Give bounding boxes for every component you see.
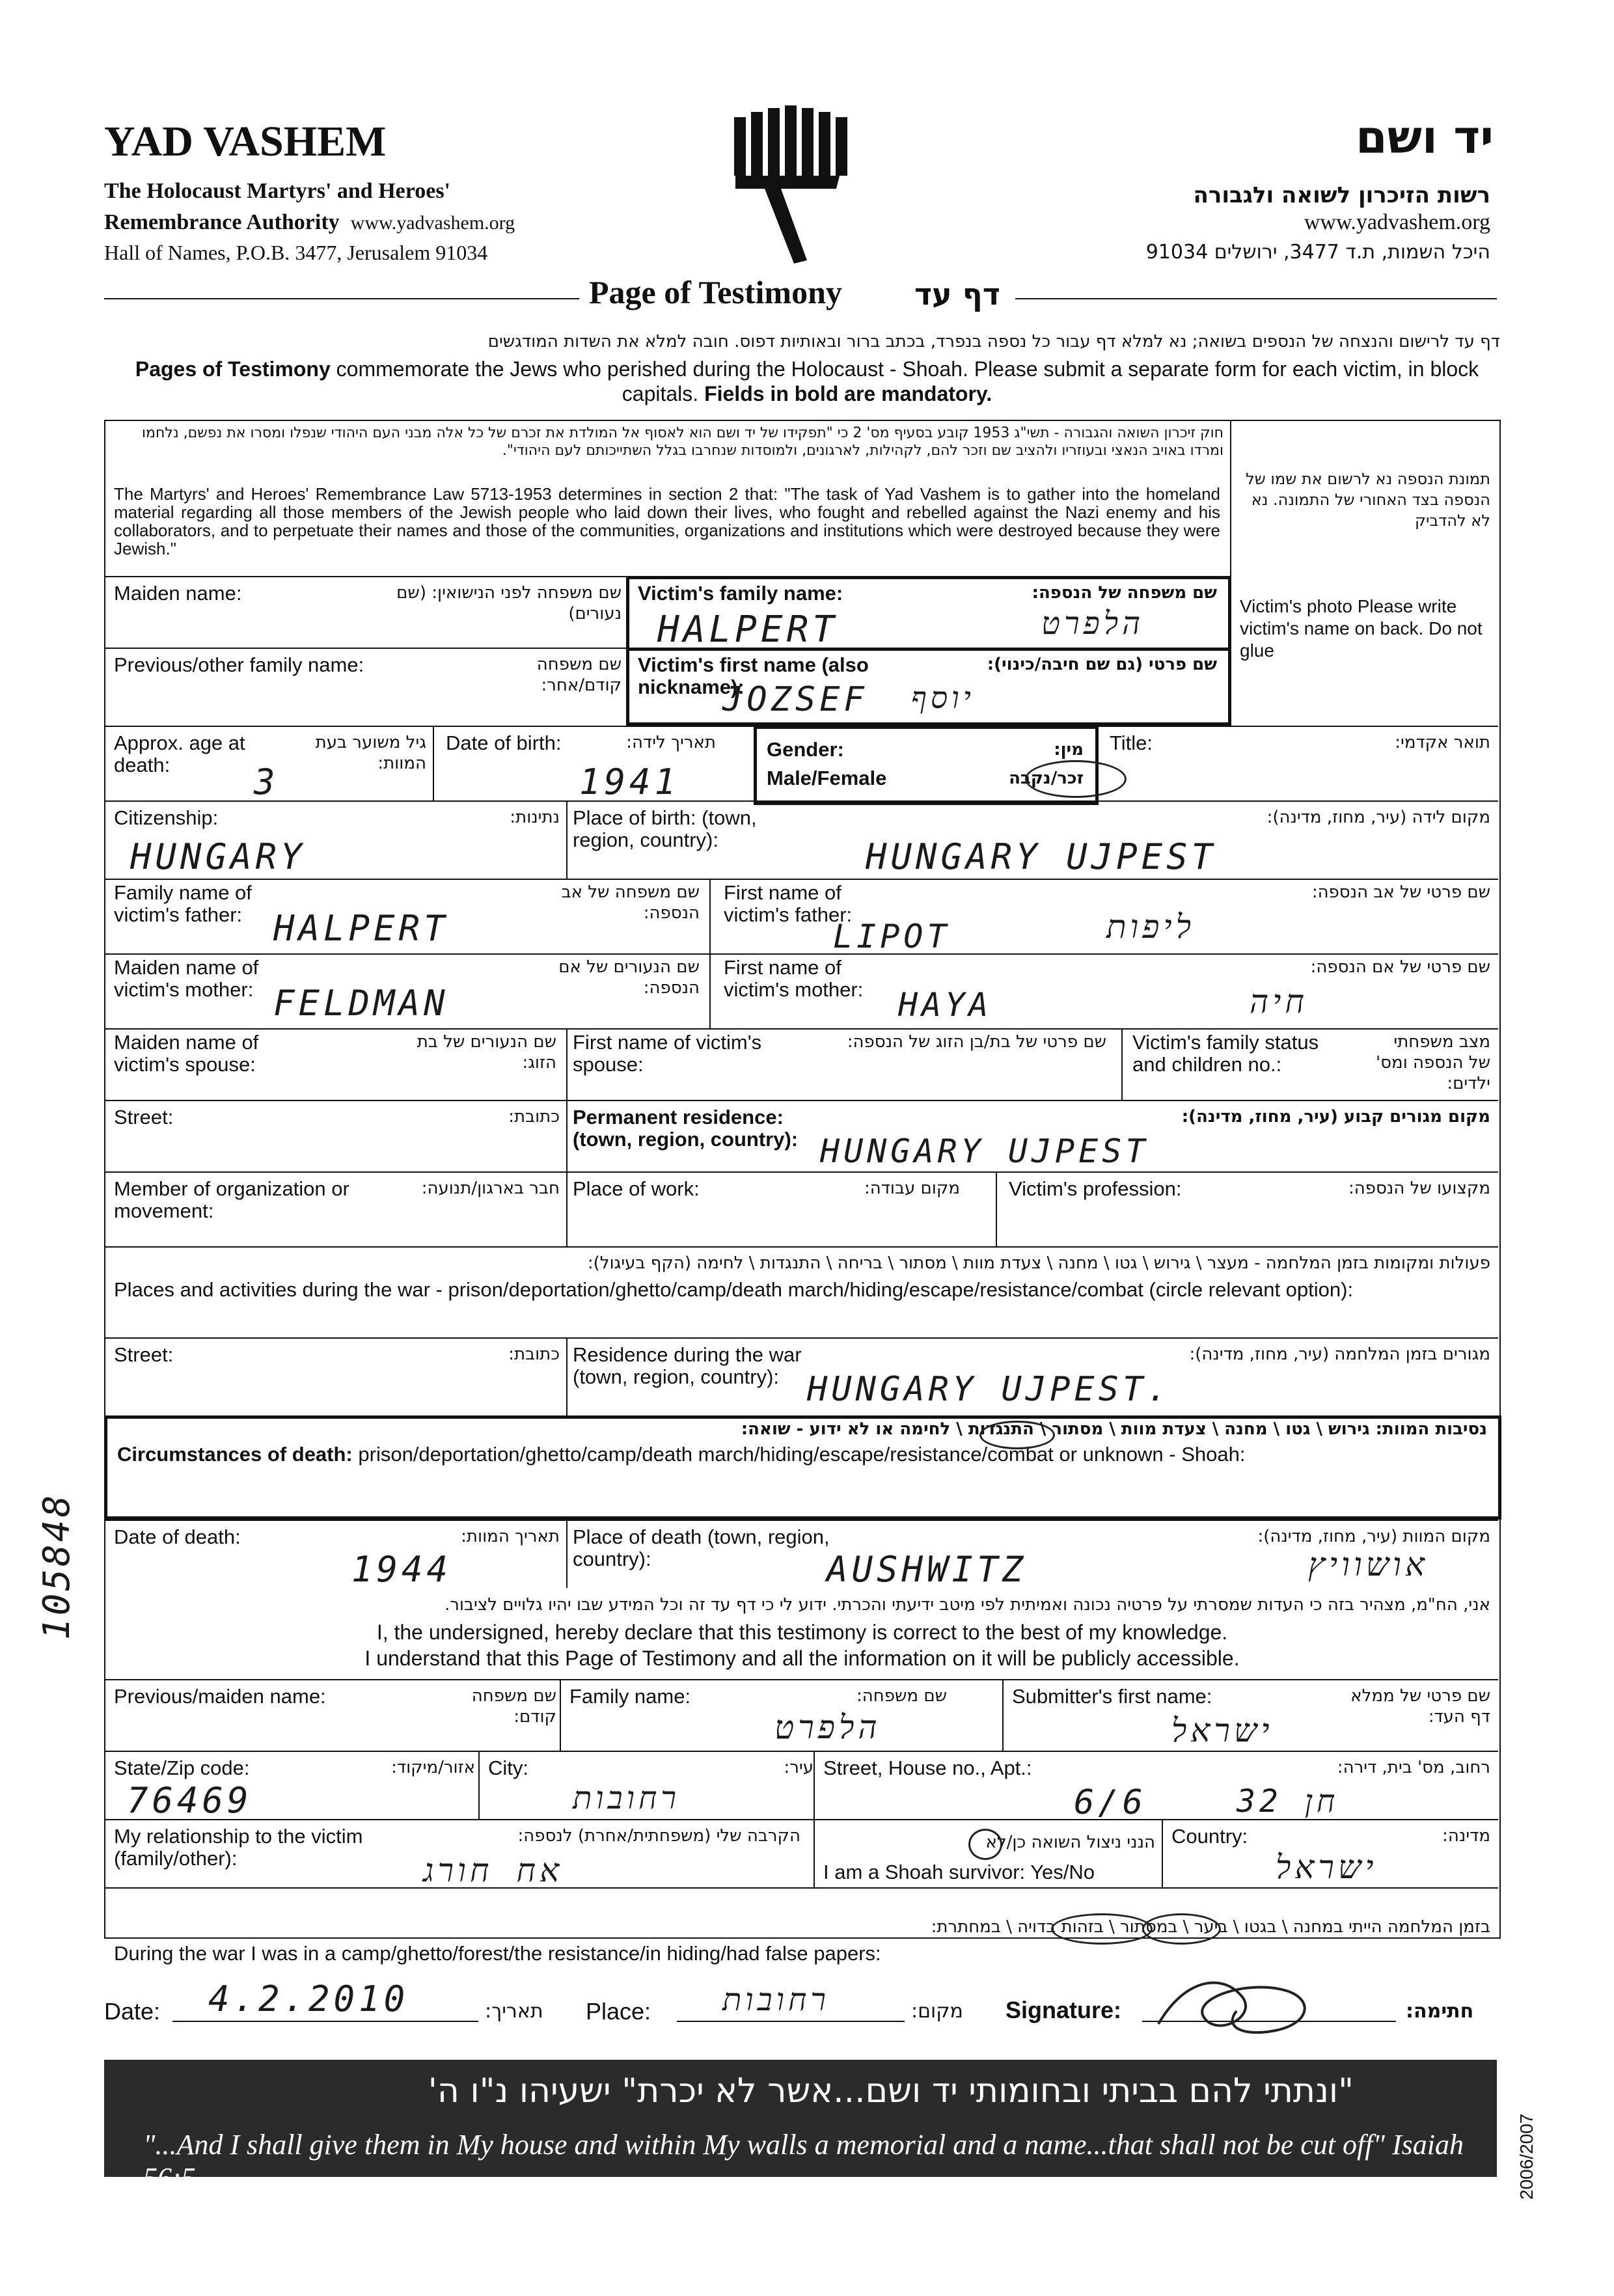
father-first-value[interactable]: LIPOT — [833, 918, 951, 955]
quote-he: "ונתתי להם בביתי ובחומותי יד ושם...אשר לא יכרת" ישעיהו נ"ו ה' — [428, 2071, 1354, 2111]
circumstances-label-he: נסיבות המוות: גירוש \ גטו \ מחנה \ צעדת מוות \ מסתור \ התנגדות \ לחימה או לא ידוע - שואה: — [741, 1419, 1487, 1439]
residence-value[interactable]: HUNGARY UJPEST — [820, 1132, 1149, 1170]
title-rule-right — [1015, 298, 1497, 299]
row-rule — [104, 800, 1498, 802]
family-status-label: Victim's family status and children no.: — [1132, 1031, 1319, 1076]
mother-maiden-label: Maiden name of victim's mother: — [114, 956, 259, 1001]
col-rule — [560, 1679, 561, 1751]
col-rule — [814, 1751, 815, 1819]
survivor-label-he: הנני ניצול השואה כן/לא — [985, 1833, 1155, 1852]
authority-label: Remembrance Authority — [104, 210, 340, 234]
row-rule — [104, 1246, 1498, 1248]
war-street-label: Street: — [114, 1343, 174, 1366]
place-value[interactable]: רחובות — [722, 1982, 830, 2018]
previous-family-label: Previous/other family name: — [114, 653, 364, 676]
mother-maiden-value[interactable]: FELDMAN — [273, 983, 449, 1024]
member-org-label: Member of organization or movement: — [114, 1177, 349, 1222]
row-rule — [104, 879, 1498, 880]
zip-label: State/Zip code: — [114, 1756, 250, 1779]
street-label: Street: — [114, 1106, 174, 1128]
title-rule-left — [104, 298, 579, 299]
previous-family-label-he: שם משפחה קודם/אחר: — [536, 655, 622, 695]
signature-mark[interactable] — [1145, 1965, 1341, 2050]
declaration-en-1: I, the undersigned, hereby declare that this testimony is correct to the best of my knowledge. — [376, 1620, 1228, 1644]
residence-label: Permanent residence: (town, region, country): — [573, 1106, 799, 1151]
dod-value[interactable]: 1944 — [351, 1549, 452, 1590]
submitter-first-label-he: שם פרטי של ממלא דף העד: — [1350, 1686, 1490, 1727]
col-rule — [566, 800, 568, 879]
place-line — [677, 2021, 905, 2022]
profession-label: Victim's profession: — [1009, 1177, 1182, 1200]
intro-mandatory: Fields in bold are mandatory. — [704, 382, 992, 405]
address-en: Hall of Names, P.O.B. 3477, Jerusalem 91034 — [104, 241, 488, 264]
war-residence-label: Residence during the war (town, region, country): — [573, 1343, 802, 1388]
spouse-first-label-he: שם פרטי של בת/בן הזוג של הנספה: — [847, 1032, 1106, 1052]
during-war-ghetto-circle[interactable] — [1142, 1913, 1221, 1945]
col-rule — [1121, 1028, 1123, 1100]
org-subtitle-2 — [104, 210, 515, 235]
form-title-he: דף עד — [914, 277, 1000, 312]
org-subtitle-1: The Holocaust Martyrs' and Heroes' — [104, 179, 450, 203]
col-rule — [566, 1100, 568, 1171]
photo-area[interactable] — [1240, 514, 1487, 579]
col-rule — [566, 1028, 568, 1100]
submitter-prev-label-he: שם משפחה קודם: — [471, 1686, 556, 1727]
row-rule — [104, 1337, 1498, 1339]
website-en: www.yadvashem.org — [350, 212, 515, 234]
relationship-label: My relationship to the victim (family/other): — [114, 1825, 363, 1870]
circumstances-camp-circle[interactable] — [979, 1421, 1055, 1449]
year-code: 2006/2007 — [1516, 2113, 1537, 2200]
col-rule — [814, 1819, 815, 1887]
declaration-en-2: I understand that this Page of Testimony and all the information on it will be publicly accessible. — [364, 1647, 1240, 1670]
country-label: Country: — [1171, 1825, 1248, 1848]
zip-label-he: אזור/מיקוד: — [391, 1758, 475, 1777]
father-first-value-he[interactable]: ליפות — [1106, 908, 1195, 946]
intro-en-text: commemorate the Jews who perished during the Holocaust - Shoah. Please submit a separate form for each victim, in block capitals. — [330, 357, 1479, 405]
maiden-name-label-he: שם משפחה לפני הנישואין: (שם נעורים) — [396, 583, 622, 623]
law-text-en: The Martyrs' and Heroes' Remembrance Law 5713-1953 determines in section 2 that: "The task of Yad Vashem is to gather into the homeland material regarding all those members of the Jewish people who laid down their lives, who fought and rebelled against the Nazi enemy and his collaborators, and to perpetuate their names and those of the communities, organizations and institutions which were destroyed because they were Jewish." — [114, 484, 1220, 558]
intro-he: דף עד לרישום והנצחה של הנספים בשואה; נא למלא דף עבור כל נספה בנפרד, בכתב ברור ובאותיות דפוס. חובה למלא את השדות המודגשים — [487, 332, 1500, 351]
age-label: Approx. age at death: — [114, 731, 245, 776]
col-rule — [566, 1520, 568, 1588]
col-rule — [566, 1337, 568, 1415]
row-rule — [104, 1887, 1498, 1889]
col-rule — [709, 879, 711, 953]
submitter-street-label: Street, House no., Apt.: — [823, 1756, 1032, 1779]
country-value[interactable]: ישראל — [1276, 1848, 1378, 1886]
row-rule — [104, 1679, 1498, 1680]
father-family-label-he: שם משפחה של אב הנספה: — [561, 882, 700, 923]
birthplace-label-he: מקום לידה (עיר, מחוז, מדינה): — [1266, 808, 1490, 827]
father-family-value[interactable]: HALPERT — [273, 908, 449, 949]
dob-value[interactable]: 1941 — [579, 761, 680, 802]
war-street-label-he: כתובת: — [508, 1345, 560, 1364]
gender-male-circle[interactable] — [1025, 760, 1127, 798]
spouse-maiden-label-he: שם הנעורים של בת הזוג: — [417, 1032, 556, 1073]
submitter-street-value-he[interactable]: חן 32 — [1237, 1783, 1339, 1820]
spouse-first-label: First name of victim's spouse: — [573, 1031, 762, 1076]
mother-first-label-he: שם פרטי של אם הנספה: — [1310, 957, 1490, 977]
side-number: 105848 — [36, 1492, 78, 1640]
row-rule — [104, 1171, 1498, 1173]
org-name-en: YAD VASHEM — [104, 118, 387, 165]
circumstances-label — [117, 1443, 1490, 1466]
gender-label: Gender: Male/Female — [767, 738, 887, 789]
war-residence-label-he: מגורים בזמן המלחמה (עיר, מחוז, מדינה): — [1189, 1345, 1490, 1364]
date-line — [172, 2021, 478, 2022]
submitter-street-value[interactable]: 6/6 — [1074, 1783, 1147, 1822]
war-places-label: Places and activities during the war - prison/deportation/ghetto/camp/death march/hiding/escape/resistance/combat (circle relevant option): — [114, 1278, 1354, 1301]
father-first-label: First name of victim's father: — [724, 881, 853, 926]
city-label: City: — [488, 1756, 528, 1779]
mother-first-value-he[interactable]: חיה — [1250, 983, 1308, 1020]
city-label-he: עיר: — [784, 1758, 814, 1777]
title-label: Title: — [1110, 731, 1153, 754]
date-value[interactable]: 4.2.2010 — [208, 1978, 409, 2019]
birthplace-value[interactable]: HUNGARY UJPEST — [866, 836, 1217, 877]
submitter-family-label: Family name: — [569, 1685, 691, 1708]
family-name-label-he: שם משפחה של הנספה: — [1032, 583, 1217, 603]
submitter-street-label-he: רחוב, מס' בית, דירה: — [1337, 1758, 1490, 1777]
dob-label: Date of birth: — [446, 731, 562, 754]
submitter-prev-label: Previous/maiden name: — [114, 1685, 326, 1708]
date-label: Date: — [104, 1998, 161, 2025]
row-rule — [104, 953, 1498, 955]
street-label-he: כתובת: — [508, 1107, 560, 1127]
col-rule — [996, 1171, 997, 1246]
work-place-label-he: מקום עבודה: — [864, 1179, 960, 1198]
first-name-label-he: שם פרטי (גם שם חיבה/כינוי): — [987, 655, 1217, 674]
death-place-label: Place of death (town, region, country): — [573, 1525, 830, 1570]
col-rule — [709, 953, 711, 1028]
website-he: www.yadvashem.org — [1304, 210, 1490, 234]
quote-en: "...And I shall give them in My house and within My walls a memorial and a name...that shall not be cut off" Isaiah 56:5 — [143, 2129, 1464, 2194]
relationship-value[interactable]: אח חורג — [423, 1852, 564, 1889]
row-rule — [104, 1819, 1498, 1820]
row-rule — [104, 1028, 1498, 1030]
citizenship-label-he: נתינות: — [510, 808, 560, 827]
zip-value[interactable]: 76469 — [127, 1780, 253, 1821]
war-residence-value[interactable]: HUNGARY UJPEST. — [807, 1370, 1171, 1409]
photo-note-en: Victim's photo Please write victim's name on back. Do not glue — [1240, 596, 1483, 661]
death-place-value[interactable]: AUSHWITZ — [827, 1549, 1028, 1590]
profession-label-he: מקצועו של הנספה: — [1348, 1179, 1490, 1198]
submitter-first-value[interactable]: ישראל — [1171, 1712, 1274, 1749]
maiden-name-label: Maiden name: — [114, 582, 242, 605]
during-war-hiding-circle[interactable] — [1051, 1913, 1153, 1945]
place-label-he: מקום: — [911, 2000, 963, 2023]
dob-label-he: תאריך לידה: — [626, 733, 716, 752]
dod-label: Date of death: — [114, 1525, 241, 1548]
col-rule — [1162, 1819, 1163, 1887]
mother-maiden-label-he: שם הנעורים של אם הנספה: — [558, 957, 700, 998]
citizenship-value[interactable]: HUNGARY — [130, 836, 306, 877]
date-label-he: תאריך: — [485, 2000, 543, 2023]
during-war-label: During the war I was in a camp/ghetto/forest/the resistance/in hiding/had false papers: — [114, 1942, 881, 1965]
declaration-he: אני, הח"מ, מצהיר בזה כי העדות שמסרתי על פרטיה נכונה ואמיתית לפי מיטב ידיעתי והכרתי. ידוע לי כי דף עד זה וכל המידע שבו יהיו גלויים לציבור. — [444, 1595, 1490, 1615]
row-rule — [104, 1751, 1498, 1752]
survivor-label: I am a Shoah survivor: Yes/No — [823, 1861, 1095, 1883]
father-first-label-he: שם פרטי של אב הנספה: — [1311, 882, 1490, 902]
death-place-value-he[interactable]: אושוויץ — [1308, 1546, 1429, 1583]
citizenship-label: Citizenship: — [114, 806, 219, 829]
dod-label-he: תאריך המוות: — [461, 1527, 560, 1546]
law-text-he: חוק זיכרון השואה והגבורה - תשי"ג 1953 קובע בסעיף מס' 2 כי "תפקידו של יד ושם הוא לאסוף אל המולדת את זכרם של כל אלה מבני העם היהודי שנפלו ומסרו את נפשם, נלחמו ומרדו באויב הנאצי ובעוזריו ולהציב שם וזכר להם, לקהילות, לארגונים, ולמוסדות שנחרבו בגלל השתייכותם לעם היהודי". — [142, 425, 1224, 459]
relationship-label-he: הקרבה שלי (משפחתית/אחרת) לנספה: — [517, 1826, 800, 1846]
mother-first-label: First name of victim's mother: — [724, 956, 864, 1001]
intro-en-bold: Pages of Testimony — [135, 357, 331, 381]
intro-en — [114, 357, 1500, 406]
signature-label: Signature: — [1005, 1997, 1122, 2023]
age-value[interactable]: 3 — [254, 761, 279, 802]
city-value[interactable]: רחובות — [573, 1780, 680, 1816]
col-rule — [566, 1171, 568, 1246]
first-name-label: Victim's first name (also nickname): — [638, 653, 869, 698]
photo-note-he: תמונת הנספה נא לרשום את שמו של הנספה בצד האחורי של התמונה. נא לא להדביק — [1246, 470, 1490, 530]
first-name-value-he[interactable]: יוסף — [911, 680, 975, 715]
submitter-family-label-he: שם משפחה: — [856, 1686, 947, 1706]
form-title-en: Page of Testimony — [589, 274, 842, 310]
signature-label-he: חתימה: — [1406, 2000, 1474, 2023]
circumstances-options: prison/deportation/ghetto/camp/death march/hiding/escape/resistance/combat or unknown - Shoah: — [352, 1443, 1246, 1466]
age-label-he: גיל משוער בעת המוות: — [315, 733, 426, 773]
address-he: היכל השמות, ת.ד 3477, ירושלים 91034 — [1145, 241, 1490, 264]
submitter-family-value[interactable]: הלפרט — [774, 1708, 881, 1746]
yad-vashem-logo — [722, 98, 853, 267]
residence-label-he: מקום מגורים קבוע (עיר, מחוז, מדינה): — [1181, 1107, 1490, 1127]
mother-first-value[interactable]: HAYA — [898, 986, 992, 1024]
row-rule — [104, 648, 626, 649]
row-rule — [104, 1100, 1498, 1101]
gender-label-he: מין: זכר/נקבה — [1009, 740, 1084, 788]
survivor-answer-circle[interactable] — [968, 1829, 1002, 1860]
quote-banner — [104, 2060, 1497, 2194]
during-war-label-he: בזמן המלחמה הייתי במחנה \ בגטו \ ביער \ במסתור \ בזהות בדויה \ במחתרת: — [931, 1917, 1490, 1937]
father-family-label: Family name of victim's father: — [114, 881, 252, 926]
title-label-he: תואר אקדמי: — [1395, 733, 1490, 752]
war-places-label-he: פעולות ומקומות בזמן המלחמה - מעצר \ גירוש \ גטו \ מחנה \ צעדת מוות \ מסתור \ בריחה \ התנגדות \ לחימה (הקף בעיגול): — [587, 1253, 1490, 1273]
spouse-maiden-label: Maiden name of victim's spouse: — [114, 1031, 259, 1076]
submitter-first-label: Submitter's first name: — [1012, 1685, 1212, 1708]
org-subtitle-he: רשות הזיכרון לשואה ולגבורה — [1193, 182, 1490, 208]
col-rule — [478, 1751, 480, 1819]
birthplace-label: Place of birth: (town, region, country): — [573, 806, 757, 851]
country-label-he: מדינה: — [1442, 1826, 1490, 1846]
family-name-value[interactable]: HALPERT — [657, 608, 839, 651]
first-name-value[interactable]: JOZSEF — [722, 680, 868, 719]
place-label: Place: — [586, 1998, 651, 2025]
col-rule — [1002, 1679, 1004, 1751]
org-name-he: יד ושם — [1356, 111, 1494, 164]
row-rule — [626, 648, 1228, 651]
member-org-label-he: חבר בארגון/תנועה: — [421, 1179, 560, 1198]
family-name-label: Victim's family name: — [638, 582, 843, 605]
row-rule — [104, 1520, 1498, 1521]
circumstances-title: Circumstances of death: — [117, 1443, 353, 1466]
family-status-label-he: מצב משפחתי של הנספה ומס' ילדים: — [1376, 1032, 1490, 1093]
col-rule — [433, 726, 434, 800]
family-name-value-he[interactable]: הלפרט — [1041, 605, 1145, 642]
work-place-label: Place of work: — [573, 1177, 700, 1200]
death-place-label-he: מקום המוות (עיר, מחוז, מדינה): — [1257, 1527, 1490, 1546]
